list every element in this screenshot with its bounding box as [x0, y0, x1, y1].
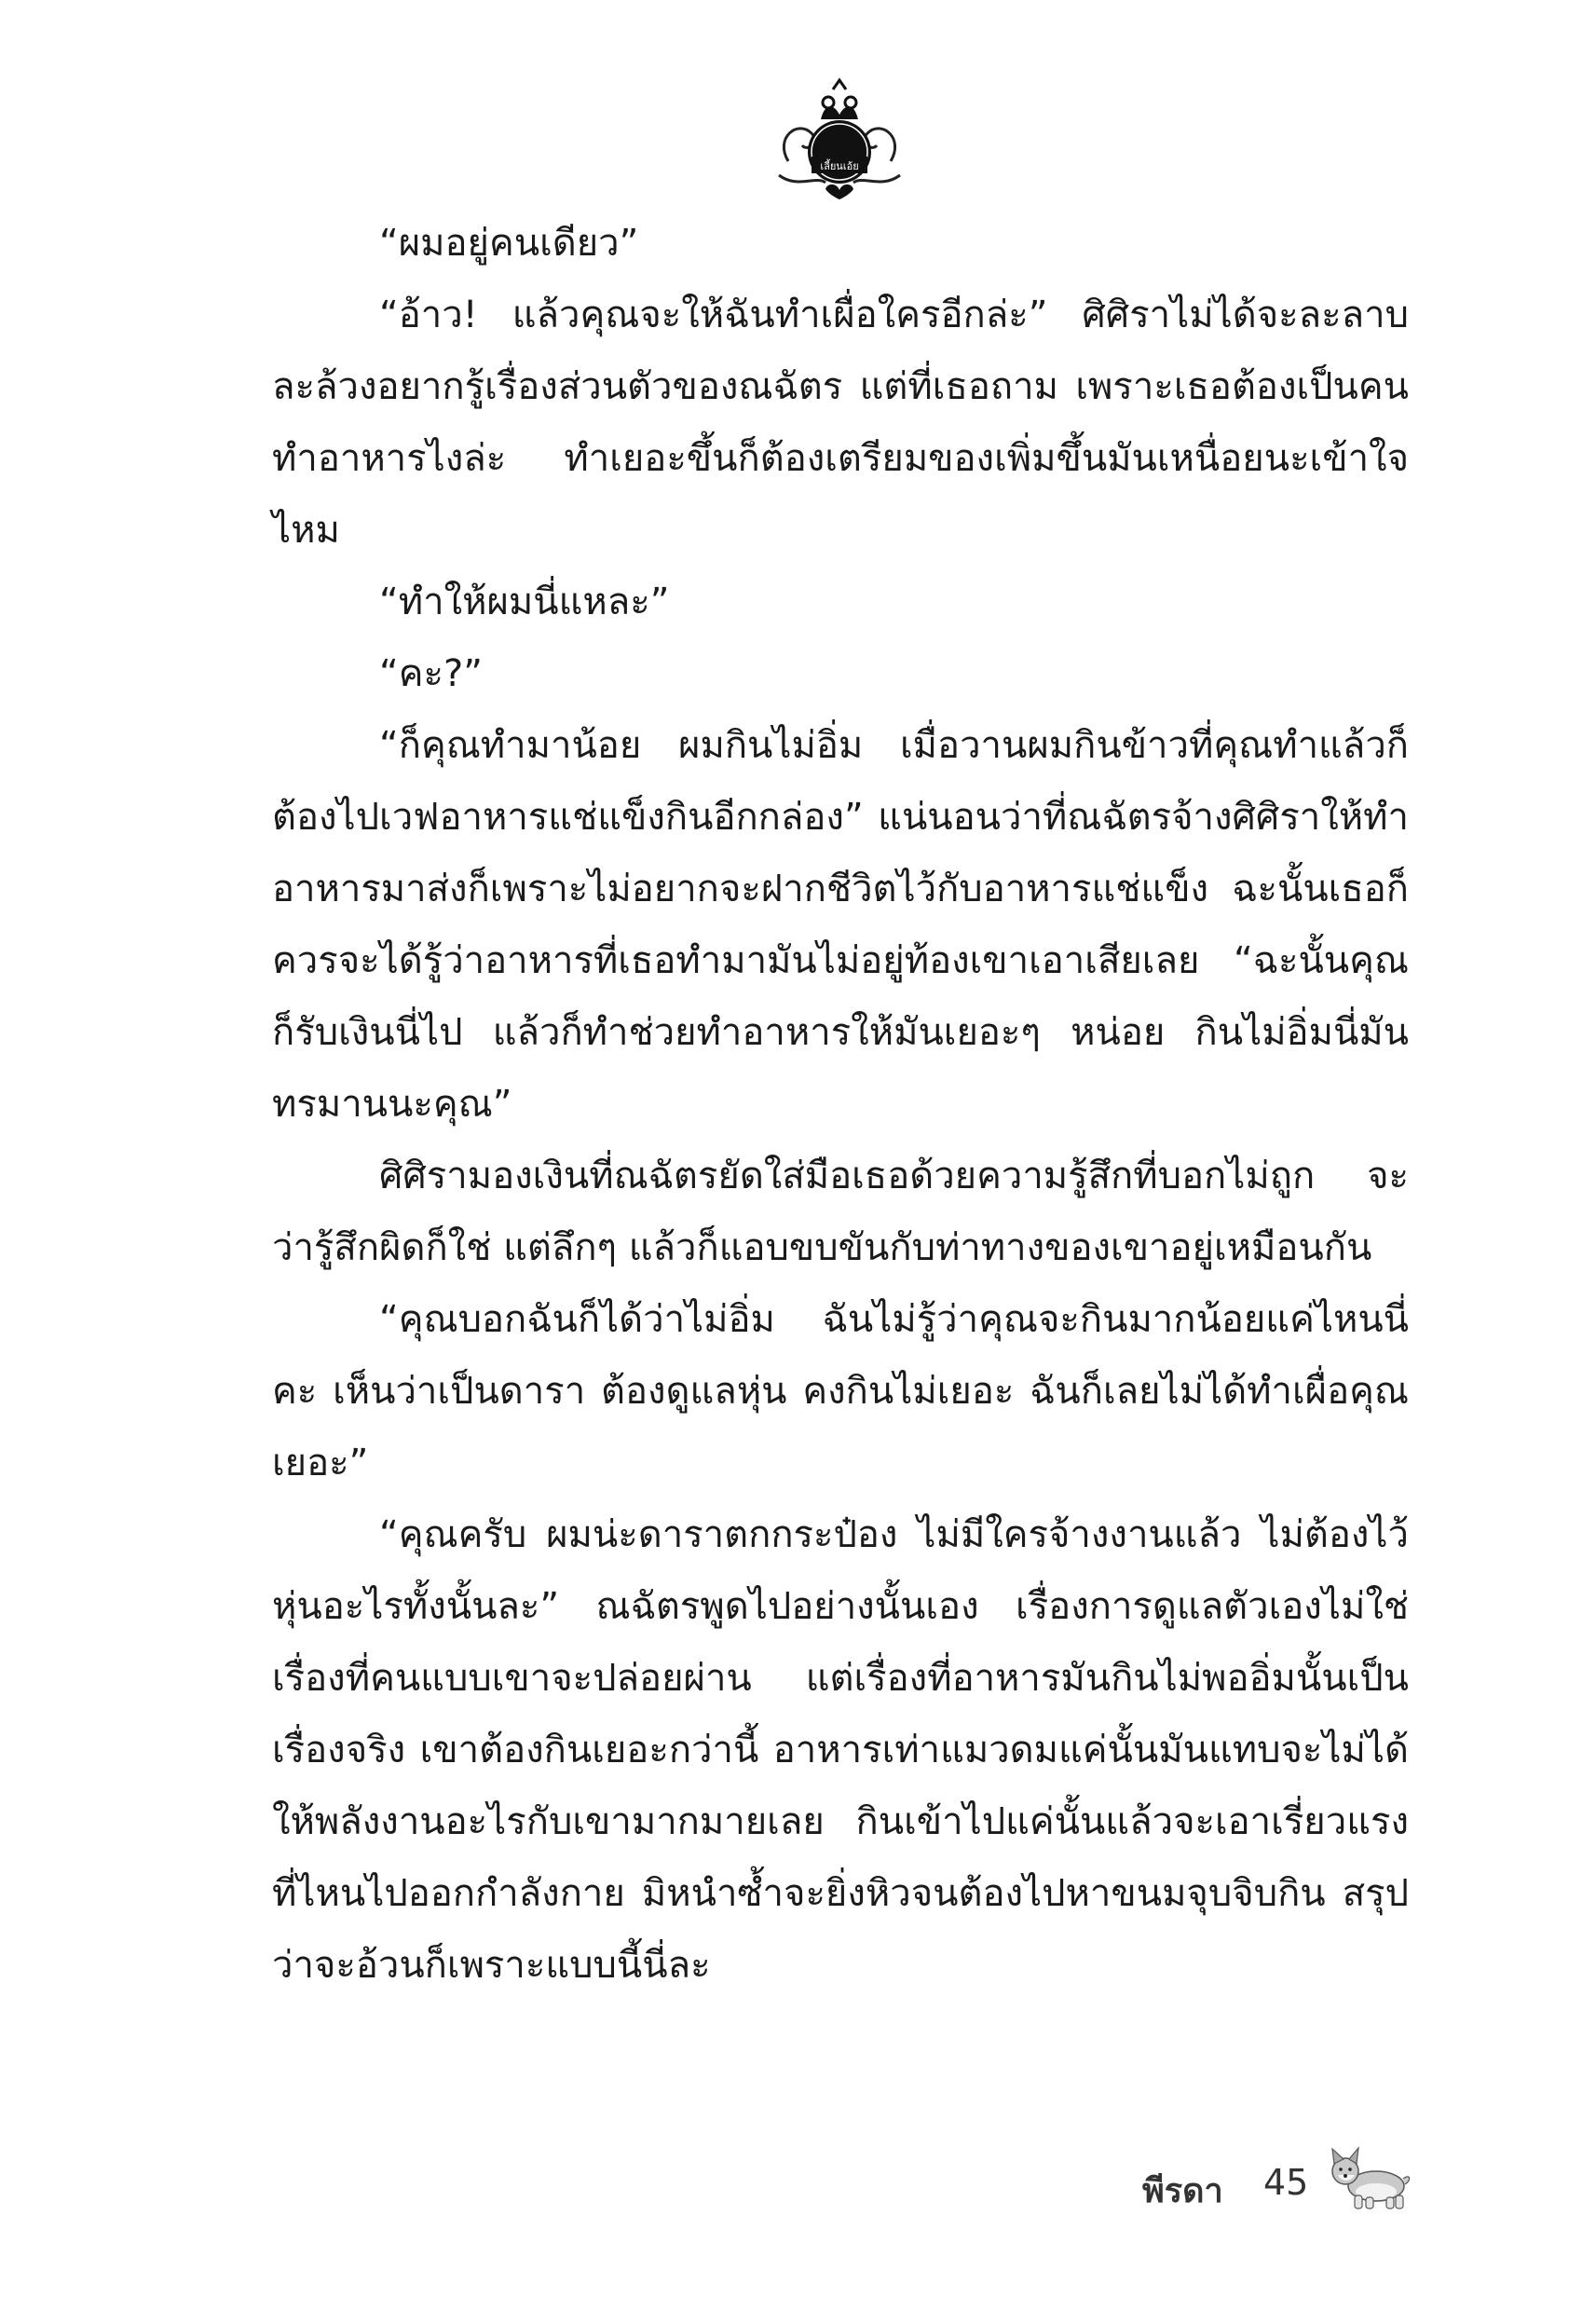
- paragraph: “คะ?”: [379, 652, 483, 695]
- book-title: พีรดา: [1142, 2172, 1223, 2210]
- ornamental-logo-icon: [770, 63, 909, 203]
- paragraph: ศิศิรามองเงินที่ณฉัตรยัดใส่มือเธอด้วยความรู้สึกที่บอกไม่ถูก จะว่ารู้สึกผิดก็ใช่ แต่ลึกๆ แล้วก็แอบขบขันกับท่าทางของเขาอยู่เหมือนกัน: [272, 1155, 1409, 1269]
- paragraph: “คุณครับ ผมน่ะดาราตกกระป๋อง ไม่มีใครจ้างงานแล้ว ไม่ต้องไว้หุ่นอะไรทั้งนั้นละ” ณฉัตรพูดไปอย่างนั้นเอง เรื่องการดูแลตัวเองไม่ใช่เรื่องที่คนแบบเขาจะปล่อยผ่าน แต่เรื่องที่อาหารมันกินไม่พออิ่มนั้นเป็นเรื่องจริง เขาต้องกินเยอะกว่านี้ อาหารเท่าแมวดมแค่นั้นมันแทบจะไม่ได้ให้พลังงานอะไรกับเขามากมายเลย กินเข้าไปแค่นั้นแล้วจะเอาเรี่ยวแรงที่ไหนไปออกกำลังกาย มิหนำซ้ำจะยิ่งหิวจนต้องไปหาขนมจุบจิบกิน สรุปว่าจะอ้วนก็เพราะแบบนี้นี่ละ: [272, 1513, 1409, 1987]
- page-number: 45: [1263, 2162, 1309, 2203]
- paragraph: “ผมอยู่คนเดียว”: [379, 222, 639, 265]
- paragraph: “ทำให้ผมนี่แหละ”: [379, 581, 670, 623]
- paragraph: “ก็คุณทำมาน้อย ผมกินไม่อิ่ม เมื่อวานผมกินข้าวที่คุณทำแล้วก็ต้องไปเวฟอาหารแช่แข็งกินอีกกล่อง” แน่นอนว่าที่ณฉัตรจ้างศิศิราให้ทำอาหารมาส่งก็เพราะไม่อยากจะฝากชีวิตไว้กับอาหารแช่แข็ง ฉะนั้นเธอก็ควรจะได้รู้ว่าอาหารที่เธอทำมามันไม่อยู่ท้องเขาเอาเสียเลย “ฉะนั้นคุณก็รับเงินนี่ไป แล้วก็ทำช่วยทำอาหารให้มันเยอะๆ หน่อย กินไม่อิ่มนี่มันทรมานนะคุณ”: [272, 724, 1409, 1126]
- page-footer: [1142, 2140, 1422, 2223]
- body-text: [272, 208, 1409, 2002]
- logo-text: เลี้ยนเอ้ย: [820, 160, 859, 172]
- paragraph: “คุณบอกฉันก็ได้ว่าไม่อิ่ม ฉันไม่รู้ว่าคุณจะกินมากน้อยแค่ไหนนี่คะ เห็นว่าเป็นดารา ต้องดูแลหุ่น คงกินไม่เยอะ ฉันก็เลยไม่ได้ทำเผื่อคุณเยอะ”: [272, 1298, 1409, 1484]
- corgi-dog-icon: [1325, 2145, 1413, 2216]
- paragraph: “อ้าว! แล้วคุณจะให้ฉันทำเผื่อใครอีกล่ะ” ศิศิราไม่ได้จะละลาบละล้วงอยากรู้เรื่องส่วนตัวของณฉัตร แต่ที่เธอถาม เพราะเธอต้องเป็นคนทำอาหารไงล่ะ ทำเยอะขึ้นก็ต้องเตรียมของเพิ่มขึ้นมันเหนื่อยนะเข้าใจไหม: [272, 294, 1409, 552]
